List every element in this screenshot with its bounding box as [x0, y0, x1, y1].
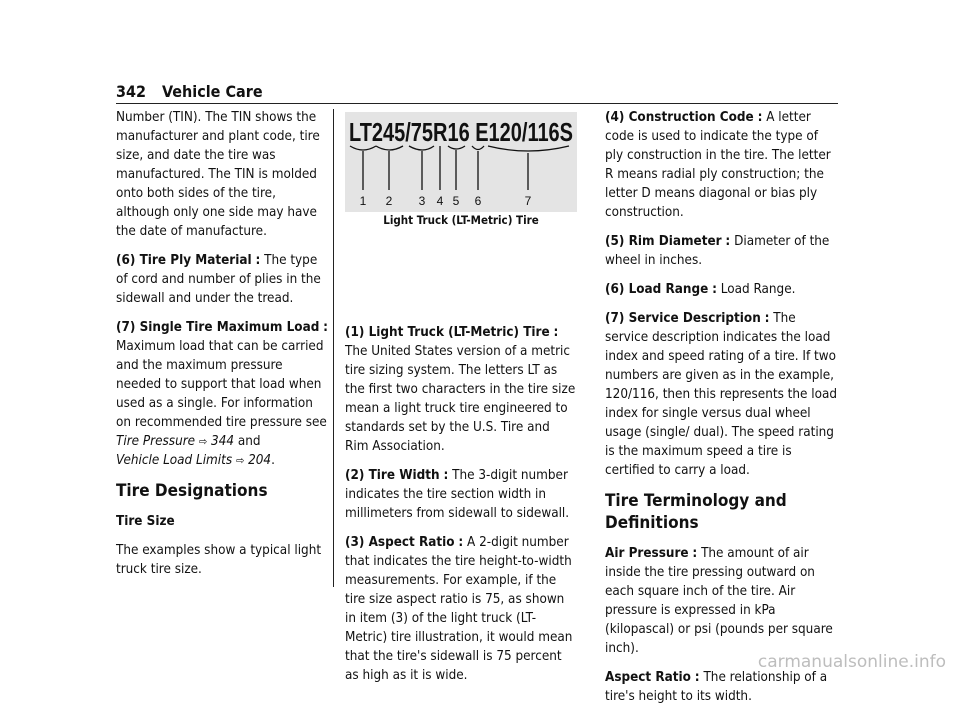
definition-item	[345, 466, 577, 523]
definition-term: (5) Rim Diameter	[605, 234, 722, 249]
term-separator: :	[443, 468, 449, 483]
figure-caption: Light Truck (LT-Metric) Tire	[383, 213, 539, 227]
column-middle	[345, 323, 577, 695]
tire-pressure-ref-page: 344	[211, 434, 235, 449]
bracket-lines	[350, 146, 569, 190]
definition-item	[605, 108, 837, 222]
max-load-term: (7) Single Tire Maximum Load	[116, 320, 320, 335]
definition-item	[605, 309, 837, 480]
definition-term: (1) Light Truck (LT-Metric) Tire	[345, 325, 550, 340]
definition-term: (3) Aspect Ratio	[345, 535, 455, 550]
term-separator: :	[323, 320, 328, 335]
tin-paragraph: Number (TIN). The TIN shows the manufacturer and plant code, tire size, and date the tire was manufactured. The TIN is molded onto both sides of the tire, although only one side may have the date of manufacture.	[116, 110, 320, 239]
term-separator: :	[692, 546, 698, 561]
subsection-title-tire-size: Tire Size	[116, 514, 175, 529]
term-separator: :	[458, 535, 464, 550]
ply-material-text: The type of cord and number of plies in the sidewall and under the tread.	[116, 253, 321, 306]
definition-text: The United States version of a metric tire sizing system. The letters LT as the first two characters in the tire size mean a light truck tire engineered to standards set by the U.S. Tire and Rim Association.	[345, 344, 576, 454]
column-divider	[333, 109, 334, 587]
definition-text: A letter code is used to indicate the type of ply construction in the tire. The letter R means radial ply construction; the letter D means diagonal or bias ply construction.	[605, 110, 831, 220]
term-separator: :	[757, 110, 763, 125]
callout-number: 3	[418, 194, 426, 208]
max-load-paragraph: (7) Single Tire Maximum Load : Maximum load that can be carried and the maximum pressure needed to support that load when used as a single. For information on recommended tire pressure see Tire Pressure ⇨ 344 and Vehicle Load Limits ⇨ 204.	[116, 320, 328, 468]
and-text: and	[237, 434, 261, 449]
column-left	[116, 108, 328, 589]
ply-material-paragraph	[116, 251, 328, 308]
column-right	[605, 108, 837, 716]
vehicle-load-limits-link[interactable]	[116, 453, 271, 468]
definition-item	[605, 280, 837, 299]
section-title-tire-terminology: Tire Terminology and Definitions	[605, 491, 787, 533]
callout-number: 6	[474, 194, 482, 208]
arrow-right-icon: ⇨	[198, 435, 208, 448]
definition-item	[605, 668, 837, 706]
definition-term: Air Pressure	[605, 546, 689, 561]
ply-material-term: (6) Tire Ply Material	[116, 253, 252, 268]
term-separator: :	[725, 234, 731, 249]
definition-item	[605, 232, 837, 270]
definition-term: (4) Construction Code	[605, 110, 754, 125]
tire-size-paragraph: The examples show a typical light truck tire size.	[116, 543, 322, 577]
callout-number: 2	[385, 194, 393, 208]
load-limits-ref-title: Vehicle Load Limits	[116, 453, 233, 468]
callout-number: 7	[524, 194, 532, 208]
page-number: 342	[116, 82, 147, 101]
definition-item	[345, 533, 577, 685]
definition-text: Diameter of the wheel in inches.	[605, 234, 830, 268]
term-separator: :	[764, 311, 770, 326]
chapter-title: Vehicle Care	[162, 82, 263, 101]
arrow-right-icon: ⇨	[235, 454, 245, 467]
definition-term: (2) Tire Width	[345, 468, 440, 483]
callout-numbers	[360, 194, 532, 208]
header-rule	[116, 103, 838, 104]
definition-term: (6) Load Range	[605, 282, 709, 297]
definition-text: The service description indicates the load index and speed rating of a tire. If two numbers are given as in the example, 120/116, then this represents the load index for single versus dual wheel usage (single/ dual). The speed rating is the maximum speed a tire is certified to carry a load.	[605, 311, 838, 478]
max-load-text: Maximum load that can be carried and the maximum pressure needed to support that load when used as a single. For information on recommended tire pressure see	[116, 339, 327, 430]
callout-number: 1	[359, 194, 367, 208]
term-separator: :	[553, 325, 559, 340]
tire-code-text: LT245/75R16 E120/116S	[349, 119, 573, 147]
definition-text: The relationship of a tire's height to its width.	[605, 670, 828, 704]
term-separator: :	[694, 670, 700, 685]
section-title-tire-designations: Tire Designations	[116, 481, 268, 501]
definition-item	[345, 323, 577, 456]
term-separator: :	[712, 282, 717, 297]
tire-size-illustration	[345, 112, 577, 212]
definition-text: The 3-digit number indicates the tire section width in millimeters from sidewall to sidewall.	[345, 468, 570, 521]
callout-number: 4	[436, 194, 444, 208]
definition-text: A 2-digit number that indicates the tire height-to-width measurements. For example, if the tire size aspect ratio is 75, as shown in item (3) of the light truck (LT-Metric) tire illustration, it would mean that the tire's sidewall is 75 percent as high as it is wide.	[345, 535, 573, 683]
definition-text: Load Range.	[720, 282, 796, 297]
callout-number: 5	[452, 194, 460, 208]
tire-pressure-ref-title: Tire Pressure	[116, 434, 196, 449]
tire-code-diagram	[345, 112, 577, 212]
definition-term: Aspect Ratio	[605, 670, 691, 685]
definition-term: (7) Service Description	[605, 311, 761, 326]
definition-item	[605, 544, 837, 658]
tire-pressure-link[interactable]	[116, 434, 234, 449]
definition-text: The amount of air inside the tire pressing outward on each square inch of the tire. Air pressure is expressed in kPa (kilopascal) or psi (pounds per square inch).	[605, 546, 833, 656]
watermark: carmanualsonline.info	[757, 652, 946, 672]
term-separator: :	[255, 253, 261, 268]
load-limits-ref-page: 204	[248, 453, 272, 468]
